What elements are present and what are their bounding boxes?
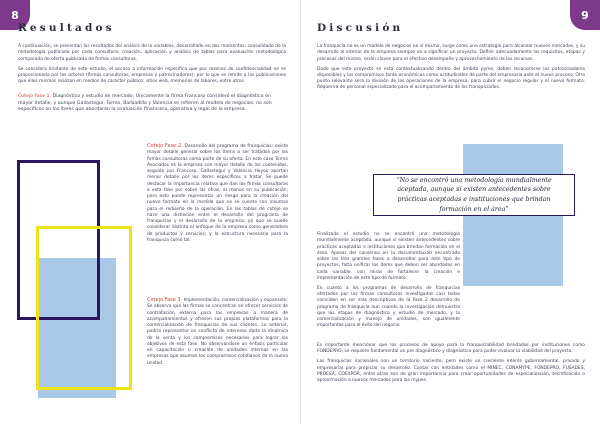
phase3-text: Implementación, comercialización y expansión: Se observa que las firmas se concentran en ofrecer servicios de contratación externa para las empresas a manera de acompañamientos y ofrecen sus propias plataformas para la comercialización de franquicias de sus clientes. Lo anterior, podría representar un conflicto de intereses dada la dinámica de la venta y los compromisos necesarios para lograr los objetivos de esta fase. No observándose un énfasis particular en capacitación o creación de unidades internas en las empresas que asuman los compromisos cotidianos de la nueva unidad. <box>147 298 288 366</box>
phase3-label: Cotejo Fase 3. <box>147 297 183 303</box>
discussion-paragraph: En cuanto a los programas de desarrollo de franquicias ofertados por las firmas consultoras investigadas casi todas coinciden en ser más descriptivas de la Fase 2 desarrollo de programa de franquicia aun cuando la investigación demuestra que las etapas de diagnóstico y estudio de mercado, y la comercialización y manejo de unidades, son igualmente importantes para el éxito del negocio. <box>317 285 460 329</box>
discussion-paragraph: Dado que este proyecto se está contextualizando dentro del ámbito pyme, deben reconocerse los patrocinadores disponibles y los compromisos tanto económicos como actitudinales de parte del empresario ante el nuevo proceso. Otro punto relevante será la división de las operaciones de la empresa, para cubrir el negocio regular y el nuevo formato. Requerirá de personal especializado para el acompañamiento de los franquiciados. <box>317 66 585 91</box>
discussion-heading: Discusión <box>317 22 404 34</box>
pull-quote: “No se encontró una metodología mundialmente aceptada, aunque sí existen antecedentes sobre prácticas aceptadas e instituciones que brindan formación en el área” <box>373 174 575 216</box>
phase3-block <box>147 297 288 367</box>
discussion-paragraph: Las franquicias nacionales son un territorio naciente, pero existe un creciente interés gubernamental, privado y empresarial para propiciar su desarrollo. Contar con entidades como el MINEC, CONAMYPE, FONDEPRO, FUSADES, PROESA, COEXPOR, entre otras son de gran importancia para crear oportunidades de especialización, tecnificación o aproximación a nuevos mercados para las mypes. <box>317 359 585 384</box>
right-page <box>300 0 600 424</box>
phase1-label: Cotejo Fase 1. <box>18 94 51 99</box>
discussion-paragraph: Finalizado el estudio no se encontró una metodología mundialmente aceptada, aunque sí existen antecedentes sobre prácticas aceptadas e instituciones que brindan formación en el área. Apesar del consenso en la documentación encontrada sobre las tres grandes fases a desarrollar para este tipo de proyectos, falta unificar los ítems que deben ser abordados en cada variable, con miras de fortalecer la creación e implementación de este tipo de formato. <box>317 232 460 281</box>
phase1-block <box>18 94 286 114</box>
intro-paragraph: Se considera limitante de este estudio, el acceso a información específica que por razones de confidencialidad no es proporcionada por los actores (firmas consultoras, empresas y patrocinadores); por lo que se remite a las publicaciones que ellos mismos realizan en medios de carácter público: sitios web, memorias de labores, entre otros. <box>18 66 286 85</box>
discussion-top <box>317 44 585 95</box>
discussion-paragraph: La franquicia no es un modelo de negocios en sí mismo, surge como una estrategia para alcanzar nuevos mercados, y su desarrollo al interior de la empresa siempre va a significar un proyecto. Definir adecuadamente los requisitos, etapas y procesos del mismo, serán claves para el efectivo desempeño y aprovechamiento de los recursos. <box>317 44 585 62</box>
phase2-label: Cotejo Fase 2. <box>147 143 183 149</box>
page-number-right: 9 <box>570 0 600 30</box>
phase2-text: Desarrollo del programa de franquicias: existe mayor detalle general sobre los ítems a ser tratados por las firmas consultoras como parte de su oferta. En este caso Torres Asociados es la empresa con mayor detalle de los contenidos, seguido por Francorp. Gallastegui y Valencia Hoyos aportan menor detalle por los ítems específicos a tratar. Se puede destacar la importancia relativa que dan las firmas consultoras a esta fase por sobre las otras, al menos en su publicación; pero esto puede representar un riesgo para la creación del nuevo formato en la medida que no se cuente con insumos para el rediseño de la operación. En las tablas de cotejo se hace una distinción entre el desarrollo del programa de franquicias y el desarrollo de la empresa; ya que se puede considerar distinto el enfoque de la empresa como generadora de productos y servicios; y la estructura necesaria para la franquicia como tal. <box>147 144 289 243</box>
discussion-bottom <box>317 343 585 388</box>
discussion-paragraph: Es importante mencionar que los procesos de apoyo para la franquiciabilidad brindados por instituciones como FONDEPRO, se requiere fundamental un pre diagnóstico y diagnóstico para poder evaluar la viabilidad del proyecto. <box>317 343 585 355</box>
decorative-yellow-frame <box>36 226 132 390</box>
results-intro <box>18 44 286 89</box>
phase1-text: Diagnóstico y estudio de mercado: Únicamente la firma Francorp consideró el diagnóstico en mayor detalle, y aunque Gallastegui, Torres, Barbadillo y Valencia se refieren al modelo de negocios, no son específicos en los ítems que abordarán la evaluación financiera, operativa y legal de la empresa. <box>18 94 272 113</box>
page-number-left: 8 <box>0 0 30 30</box>
phase2-block <box>147 143 288 244</box>
results-heading: Resultados <box>18 22 115 34</box>
intro-paragraph: A continuación, se presentan los resultados del análisis de la variables, desarrollado en dos momentos: consolidado de la metodología publicada por cada consultora; creación, aplicación y análisis de tablas para evaluación metodológica comparada de oferta publicada de firmas consultoras. <box>18 44 286 62</box>
discussion-conclusion <box>317 232 460 333</box>
